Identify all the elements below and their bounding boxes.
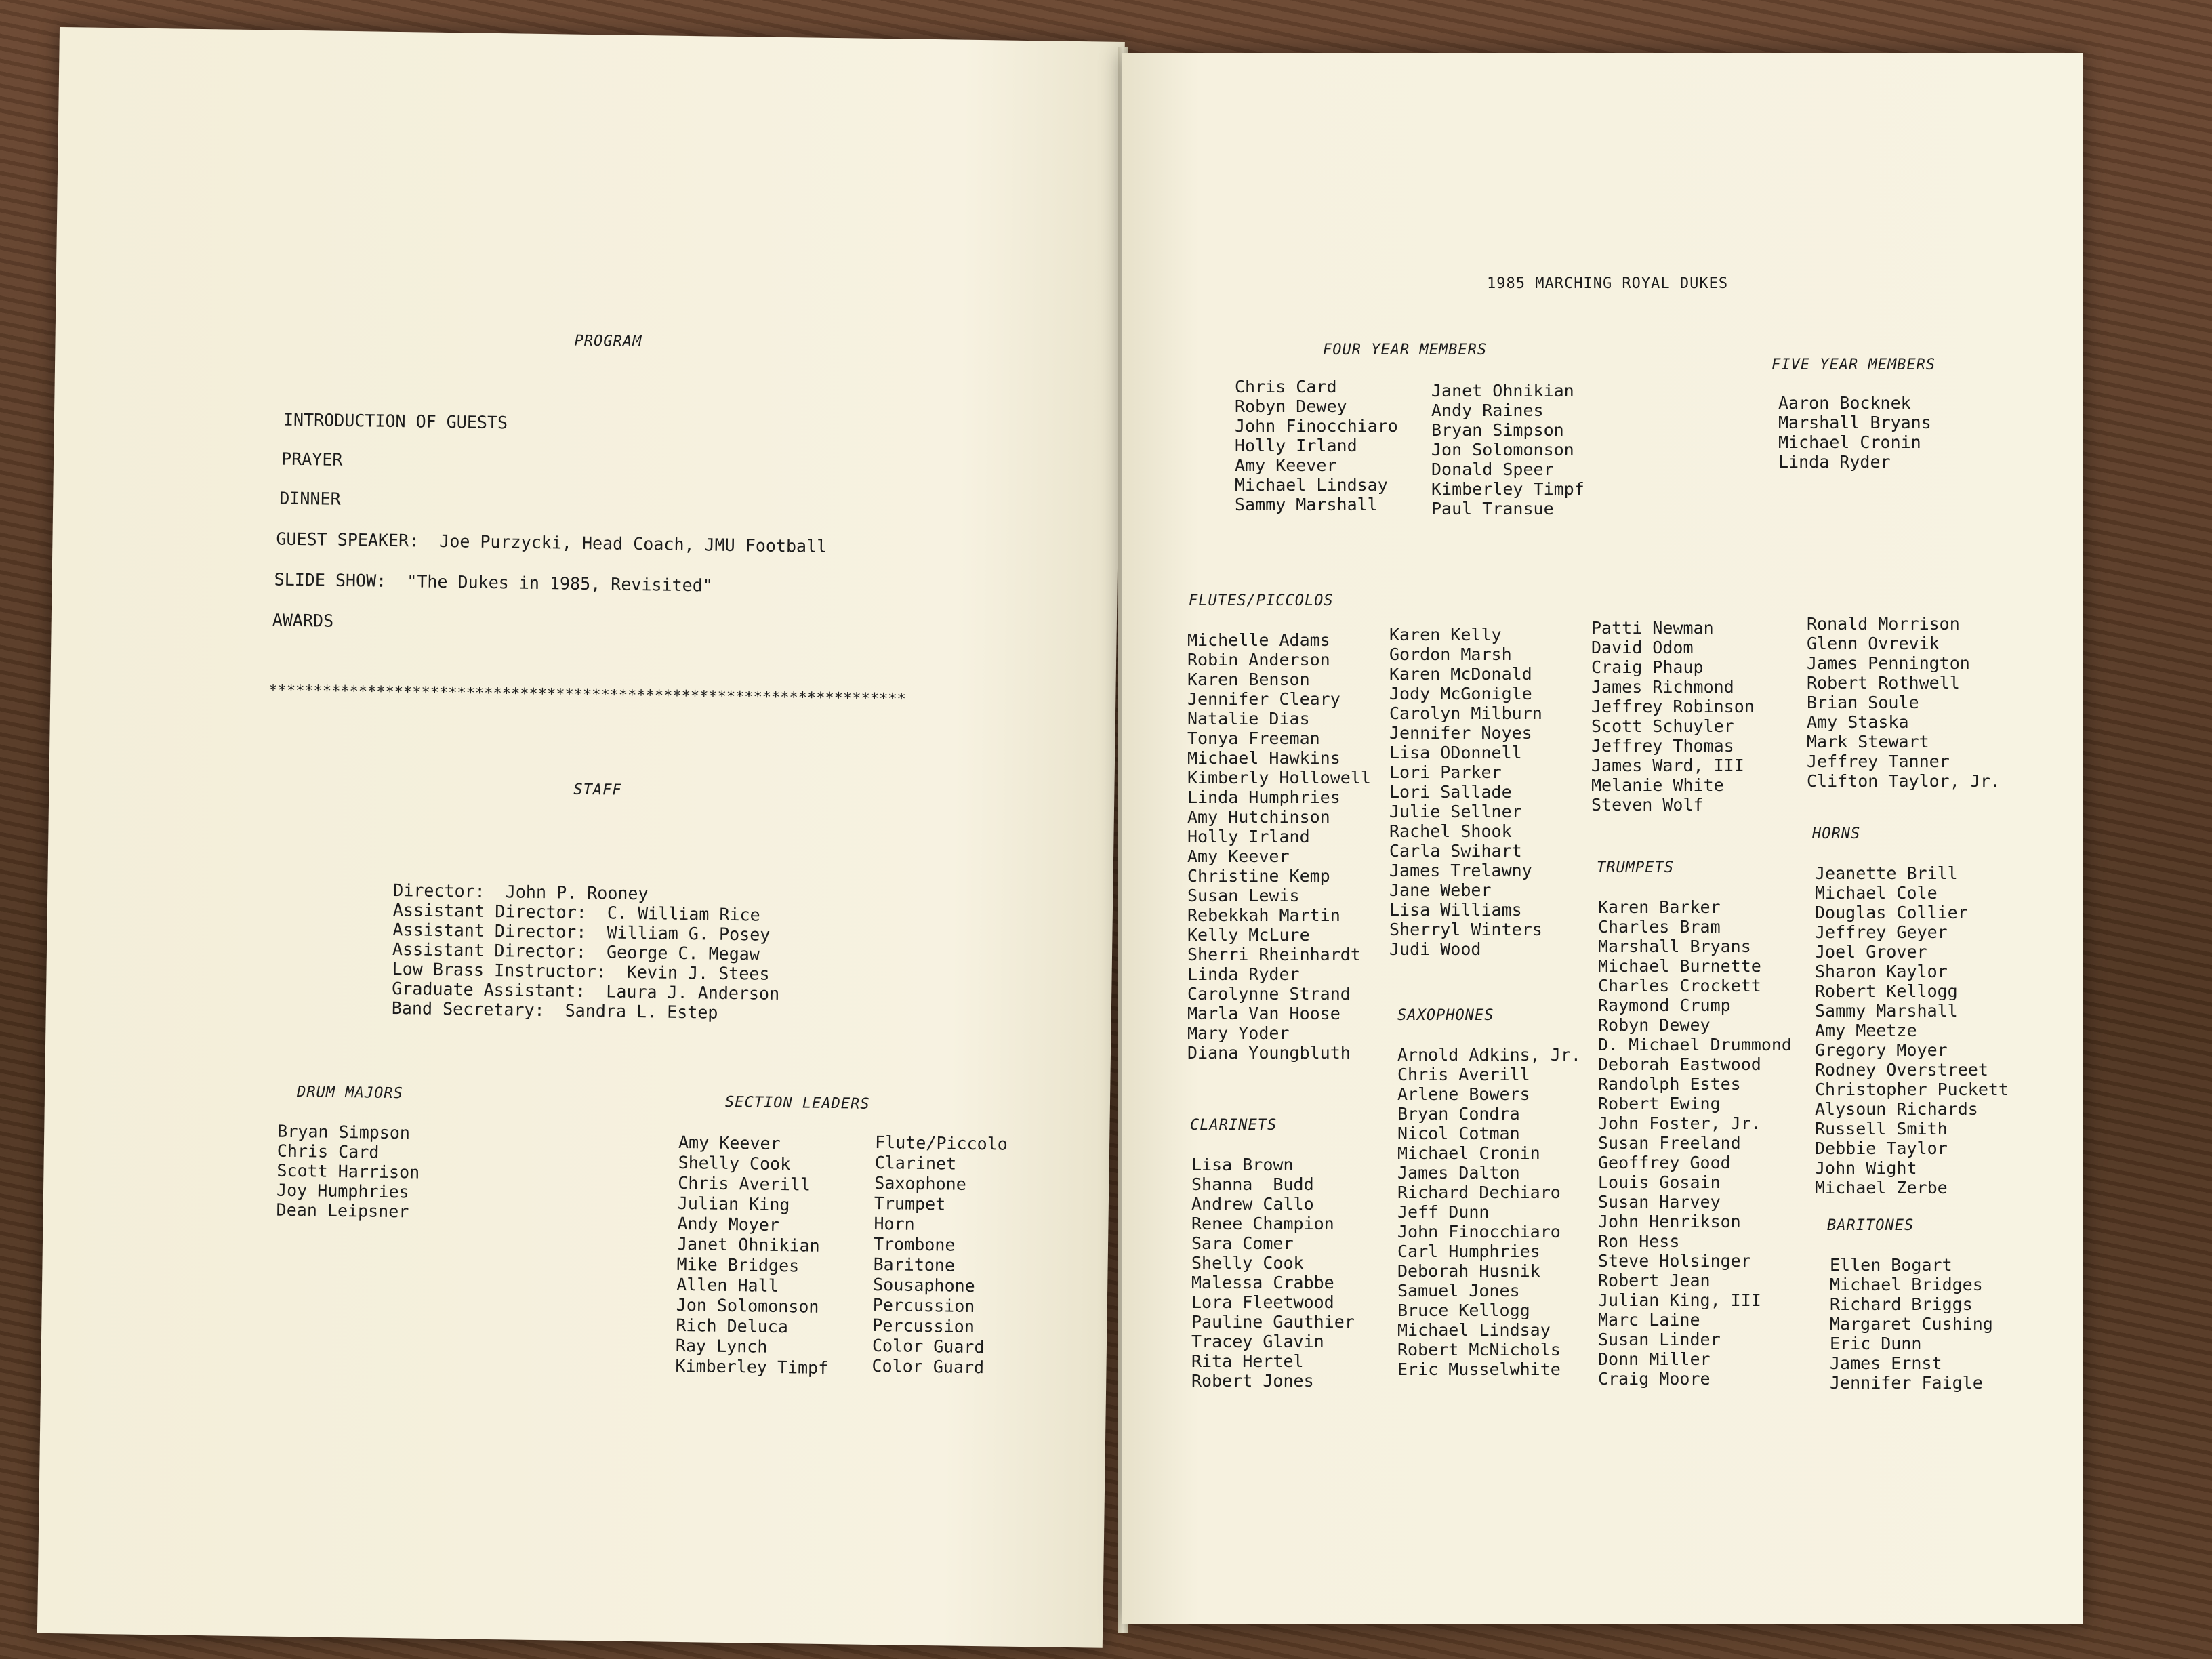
member-name: Sammy Marshall [1235, 495, 1378, 514]
member-name: Charles Crockett [1598, 976, 1761, 996]
member-name: Linda Ryder [1778, 452, 1891, 472]
member-name: Michael Lindsay [1397, 1320, 1551, 1340]
member-name: Geoffrey Good [1598, 1153, 1731, 1172]
drum-majors-list [276, 1122, 420, 1222]
member-name: Karen Kelly [1389, 625, 1502, 644]
member-name: Rebekkah Martin [1187, 905, 1340, 925]
member-name: Michelle Adams [1187, 630, 1330, 650]
member-name: Craig Phaup [1591, 657, 1704, 677]
member-name: Robert Ewing [1598, 1094, 1721, 1113]
section-leaders-names [675, 1132, 832, 1378]
five-year-heading: FIVE YEAR MEMBERS [1771, 356, 1936, 373]
member-name: James Pennington [1807, 653, 1970, 673]
section-name: Sousaphone [873, 1274, 975, 1296]
program-item: GUEST SPEAKER: Joe Purzycki, Head Coach, JMU Football [276, 529, 827, 556]
drum-major: Dean Leipsner [276, 1200, 409, 1222]
member-name: Natalie Dias [1187, 709, 1310, 729]
member-name: Sharon Kaylor [1815, 962, 1948, 981]
horns-heading: HORNS [1812, 825, 1861, 842]
member-name: Lora Fleetwood [1191, 1292, 1334, 1312]
section-name: Flute/Piccolo [874, 1132, 1008, 1154]
member-name: Jody McGonigle [1389, 684, 1532, 703]
member-name: Deborah Eastwood [1598, 1054, 1761, 1074]
page-title: 1985 MARCHING ROYAL DUKES [1487, 275, 1729, 292]
member-name: Steve Holsinger [1598, 1251, 1751, 1271]
section-leader-name: Rich Deluca [676, 1315, 789, 1337]
section-leader-name: Allen Hall [676, 1274, 779, 1296]
member-name: Tonya Freeman [1187, 729, 1320, 748]
member-name: Chris Averill [1397, 1065, 1530, 1084]
member-name: Aaron Bocknek [1778, 393, 1911, 413]
member-name: Michael Cole [1815, 883, 1938, 903]
section-leaders-heading: SECTION LEADERS [724, 1093, 870, 1113]
member-name: Karen Benson [1187, 670, 1310, 689]
flutes-col-3 [1591, 618, 1755, 815]
left-page [37, 27, 1125, 1648]
member-name: Tracey Glavin [1191, 1332, 1324, 1351]
member-name: Robert Rothwell [1807, 673, 1960, 693]
saxophones-list [1397, 1045, 1581, 1379]
member-name: Mary Yoder [1187, 1023, 1290, 1043]
member-name: Alysoun Richards [1815, 1099, 1978, 1119]
member-name: Eric Musselwhite [1397, 1359, 1561, 1379]
member-name: Julie Sellner [1389, 802, 1522, 821]
section-name: Saxophone [874, 1172, 966, 1194]
member-name: Richard Dechiaro [1397, 1183, 1561, 1202]
five-year-list [1778, 393, 1931, 472]
staff-entry: Graduate Assistant: Laura J. Anderson [392, 978, 780, 1004]
member-name: Michael Cronin [1778, 432, 1921, 452]
member-name: Susan Harvey [1598, 1192, 1721, 1212]
member-name: Chris Card [1235, 377, 1337, 396]
member-name: Lisa ODonnell [1389, 743, 1522, 762]
member-name: Jeff Dunn [1397, 1202, 1490, 1222]
member-name: Jeanette Brill [1815, 863, 1958, 883]
member-name: Linda Humphries [1187, 787, 1340, 807]
four-year-col-2 [1431, 381, 1584, 518]
member-name: Carolynne Strand [1187, 984, 1351, 1004]
member-name: Amy Keever [1235, 455, 1337, 475]
member-name: Charles Bram [1598, 917, 1721, 937]
member-name: Marshall Bryans [1598, 937, 1751, 956]
member-name: Samuel Jones [1397, 1281, 1520, 1300]
member-name: Christopher Puckett [1815, 1080, 2009, 1099]
section-name: Color Guard [872, 1355, 985, 1378]
member-name: Ronald Morrison [1807, 614, 1960, 634]
member-name: Robert Kellogg [1815, 981, 1958, 1001]
section-leader-name: Mike Bridges [676, 1254, 800, 1276]
member-name: Robert McNichols [1397, 1340, 1561, 1359]
member-name: Malessa Crabbe [1191, 1273, 1334, 1292]
member-name: Arnold Adkins, Jr. [1397, 1045, 1581, 1065]
member-name: Karen Barker [1598, 897, 1721, 917]
section-name: Trumpet [874, 1193, 946, 1214]
member-name: Mark Stewart [1807, 732, 1929, 752]
member-name: Nicol Cotman [1397, 1124, 1520, 1143]
member-name: Kelly McLure [1187, 925, 1310, 945]
member-name: Jennifer Faigle [1830, 1373, 1983, 1393]
member-name: Steven Wolf [1591, 795, 1704, 815]
member-name: Michael Bridges [1830, 1275, 1983, 1294]
member-name: James Dalton [1397, 1163, 1520, 1183]
member-name: Donald Speer [1431, 459, 1554, 479]
member-name: Robert Jean [1598, 1271, 1711, 1290]
member-name: Lisa Brown [1191, 1155, 1294, 1174]
four-year-col-1 [1235, 377, 1398, 514]
section-leader-name: Shelly Cook [678, 1152, 791, 1174]
member-name: Holly Irland [1187, 827, 1310, 846]
member-name: Kimberly Hollowell [1187, 768, 1371, 787]
member-name: Gordon Marsh [1389, 644, 1512, 664]
flutes-col-4 [1807, 614, 2001, 791]
member-name: Susan Lewis [1187, 886, 1300, 905]
member-name: Richard Briggs [1830, 1294, 1973, 1314]
program-item: DINNER [279, 488, 341, 509]
member-name: Douglas Collier [1815, 903, 1968, 922]
member-name: Susan Freeland [1598, 1133, 1741, 1153]
section-name: Percussion [872, 1315, 975, 1337]
member-name: Jeffrey Tanner [1807, 752, 1950, 771]
member-name: Gregory Moyer [1815, 1040, 1948, 1060]
member-name: Rodney Overstreet [1815, 1060, 1988, 1080]
section-leader-name: Amy Keever [678, 1132, 781, 1154]
section-leaders-sections [872, 1132, 1008, 1378]
baritones-list [1830, 1255, 1993, 1393]
section-name: Baritone [873, 1254, 956, 1275]
member-name: Marshall Bryans [1778, 413, 1931, 432]
member-name: Debbie Taylor [1815, 1139, 1948, 1158]
staff-list [392, 880, 781, 1023]
member-name: Rachel Shook [1389, 821, 1512, 841]
member-name: Lori Parker [1389, 762, 1502, 782]
member-name: Donn Miller [1598, 1349, 1711, 1369]
member-name: Louis Gosain [1598, 1172, 1721, 1192]
drum-major: Bryan Simpson [277, 1121, 411, 1143]
member-name: Jeffrey Thomas [1591, 736, 1734, 756]
member-name: Russell Smith [1815, 1119, 1948, 1139]
member-name: Sherryl Winters [1389, 920, 1542, 939]
staff-entry: Low Brass Instructor: Kevin J. Stees [392, 958, 770, 984]
member-name: Sherri Rheinhardt [1187, 945, 1361, 964]
member-name: Christine Kemp [1187, 866, 1330, 886]
member-name: David Odom [1591, 638, 1694, 657]
program-item: INTRODUCTION OF GUESTS [283, 409, 508, 433]
member-name: Jeffrey Geyer [1815, 922, 1948, 942]
section-name: Color Guard [872, 1335, 985, 1357]
divider: *********************************************************************** [268, 682, 906, 708]
flutes-col-1 [1187, 630, 1371, 1063]
section-name: Trombone [873, 1233, 956, 1255]
staff-entry: Assistant Director: C. William Rice [392, 899, 760, 925]
member-name: Arlene Bowers [1397, 1084, 1530, 1104]
member-name: Ron Hess [1598, 1231, 1680, 1251]
member-name: Bryan Simpson [1431, 420, 1564, 440]
member-name: Robyn Dewey [1235, 396, 1347, 416]
member-name: Craig Moore [1598, 1369, 1711, 1389]
member-name: Julian King, III [1598, 1290, 1761, 1310]
member-name: Andy Raines [1431, 401, 1544, 420]
baritones-heading: BARITONES [1827, 1217, 1914, 1234]
section-leader-name: Jon Solomonson [676, 1294, 819, 1317]
section-name: Clarinet [874, 1152, 957, 1174]
drum-major: Scott Harrison [276, 1160, 420, 1183]
member-name: Jennifer Noyes [1389, 723, 1532, 743]
member-name: Diana Youngbluth [1187, 1043, 1351, 1063]
program-item: PRAYER [281, 449, 343, 470]
clarinets-heading: CLARINETS [1190, 1117, 1277, 1134]
trumpets-heading: TRUMPETS [1597, 859, 1674, 876]
member-name: Renee Champion [1191, 1214, 1334, 1233]
member-name: Sammy Marshall [1815, 1001, 1958, 1021]
member-name: John Foster, Jr. [1598, 1113, 1761, 1133]
program-item: SLIDE SHOW: "The Dukes in 1985, Revisited" [274, 569, 714, 596]
member-name: Bryan Condra [1397, 1104, 1520, 1124]
member-name: Amy Keever [1187, 846, 1290, 866]
staff-entry: Band Secretary: Sandra L. Estep [391, 998, 718, 1023]
member-name: Michael Hawkins [1187, 748, 1340, 768]
member-name: Deborah Husnik [1397, 1261, 1540, 1281]
member-name: James Ernst [1830, 1353, 1942, 1373]
member-name: Karen McDonald [1389, 664, 1532, 684]
saxophones-heading: SAXOPHONES [1397, 1007, 1494, 1024]
member-name: Robert Jones [1191, 1371, 1314, 1391]
member-name: Pauline Gauthier [1191, 1312, 1355, 1332]
member-name: Amy Hutchinson [1187, 807, 1330, 827]
member-name: Jane Weber [1389, 880, 1492, 900]
member-name: Jennifer Cleary [1187, 689, 1340, 709]
right-page [1122, 53, 2083, 1624]
member-name: Carl Humphries [1397, 1242, 1540, 1261]
member-name: Janet Ohnikian [1431, 381, 1574, 401]
member-name: Eric Dunn [1830, 1334, 1922, 1353]
member-name: Brian Soule [1807, 693, 1919, 712]
member-name: Marla Van Hoose [1187, 1004, 1340, 1023]
member-name: Bruce Kellogg [1397, 1300, 1530, 1320]
member-name: Lisa Williams [1389, 900, 1522, 920]
member-name: Shelly Cook [1191, 1253, 1304, 1273]
horns-list [1815, 863, 2009, 1197]
member-name: Paul Transue [1431, 499, 1554, 518]
member-name: Clifton Taylor, Jr. [1807, 771, 2001, 791]
member-name: James Ward, III [1591, 756, 1744, 775]
member-name: Patti Newman [1591, 618, 1714, 638]
member-name: Margaret Cushing [1830, 1314, 1993, 1334]
staff-entry: Assistant Director: George C. Megaw [392, 939, 760, 964]
section-leader-name: Andy Moyer [677, 1213, 780, 1235]
member-name: John Henrikson [1598, 1212, 1741, 1231]
member-name: Raymond Crump [1598, 996, 1731, 1015]
section-leader-name: Janet Ohnikian [676, 1233, 820, 1256]
member-name: Carolyn Milburn [1389, 703, 1542, 723]
member-name: John Finocchiaro [1235, 416, 1398, 436]
drum-majors-heading: DRUM MAJORS [296, 1084, 403, 1103]
staff-entry: Assistant Director: William G. Posey [392, 919, 771, 945]
member-name: Jeffrey Robinson [1591, 697, 1755, 716]
section-name: Horn [874, 1213, 915, 1234]
member-name: James Richmond [1591, 677, 1734, 697]
member-name: Michael Burnette [1598, 956, 1761, 976]
member-name: Scott Schuyler [1591, 716, 1734, 736]
member-name: Judi Wood [1389, 939, 1481, 959]
section-name: Percussion [872, 1294, 975, 1317]
member-name: Robyn Dewey [1598, 1015, 1711, 1035]
four-year-heading: FOUR YEAR MEMBERS [1323, 342, 1488, 359]
member-name: Kimberley Timpf [1431, 479, 1584, 499]
member-name: Melanie White [1591, 775, 1724, 795]
flutes-col-2 [1389, 625, 1542, 959]
drum-major: Chris Card [276, 1141, 380, 1162]
member-name: Robin Anderson [1187, 650, 1330, 670]
member-name: Amy Meetze [1815, 1021, 1917, 1040]
member-name: Susan Linder [1598, 1330, 1721, 1349]
staff-heading: STAFF [573, 781, 622, 799]
program-heading: PROGRAM [574, 332, 642, 351]
member-name: Holly Irland [1235, 436, 1357, 455]
member-name: Carla Swihart [1389, 841, 1522, 861]
member-name: Sara Comer [1191, 1233, 1294, 1253]
section-leader-name: Ray Lynch [675, 1335, 768, 1357]
member-name: Michael Zerbe [1815, 1178, 1948, 1197]
member-name: Rita Hertel [1191, 1351, 1304, 1371]
member-name: Jon Solomonson [1431, 440, 1574, 459]
staff-entry: Director: John P. Rooney [393, 880, 649, 904]
member-name: John Finocchiaro [1397, 1222, 1561, 1242]
member-name: Lori Sallade [1389, 782, 1512, 802]
flutes-heading: FLUTES/PICCOLOS [1189, 592, 1334, 609]
trumpets-list [1598, 897, 1792, 1389]
member-name: Ellen Bogart [1830, 1255, 1952, 1275]
member-name: Glenn Ovrevik [1807, 634, 1940, 653]
member-name: Michael Lindsay [1235, 475, 1388, 495]
member-name: Marc Laine [1598, 1310, 1700, 1330]
program-item: AWARDS [272, 610, 334, 631]
member-name: Amy Staska [1807, 712, 1909, 732]
member-name: Linda Ryder [1187, 964, 1300, 984]
member-name: Andrew Callo [1191, 1194, 1314, 1214]
member-name: Randolph Estes [1598, 1074, 1741, 1094]
member-name: James Trelawny [1389, 861, 1532, 880]
member-name: John Wight [1815, 1158, 1917, 1178]
clarinets-list [1191, 1155, 1355, 1391]
section-leader-name: Kimberley Timpf [675, 1355, 829, 1378]
section-leader-name: Chris Averill [678, 1172, 811, 1195]
member-name: Shanna Budd [1191, 1174, 1314, 1194]
member-name: Michael Cronin [1397, 1143, 1540, 1163]
member-name: D. Michael Drummond [1598, 1035, 1792, 1054]
drum-major: Joy Humphries [276, 1180, 409, 1202]
member-name: Joel Grover [1815, 942, 1927, 962]
section-leader-name: Julian King [677, 1193, 790, 1215]
